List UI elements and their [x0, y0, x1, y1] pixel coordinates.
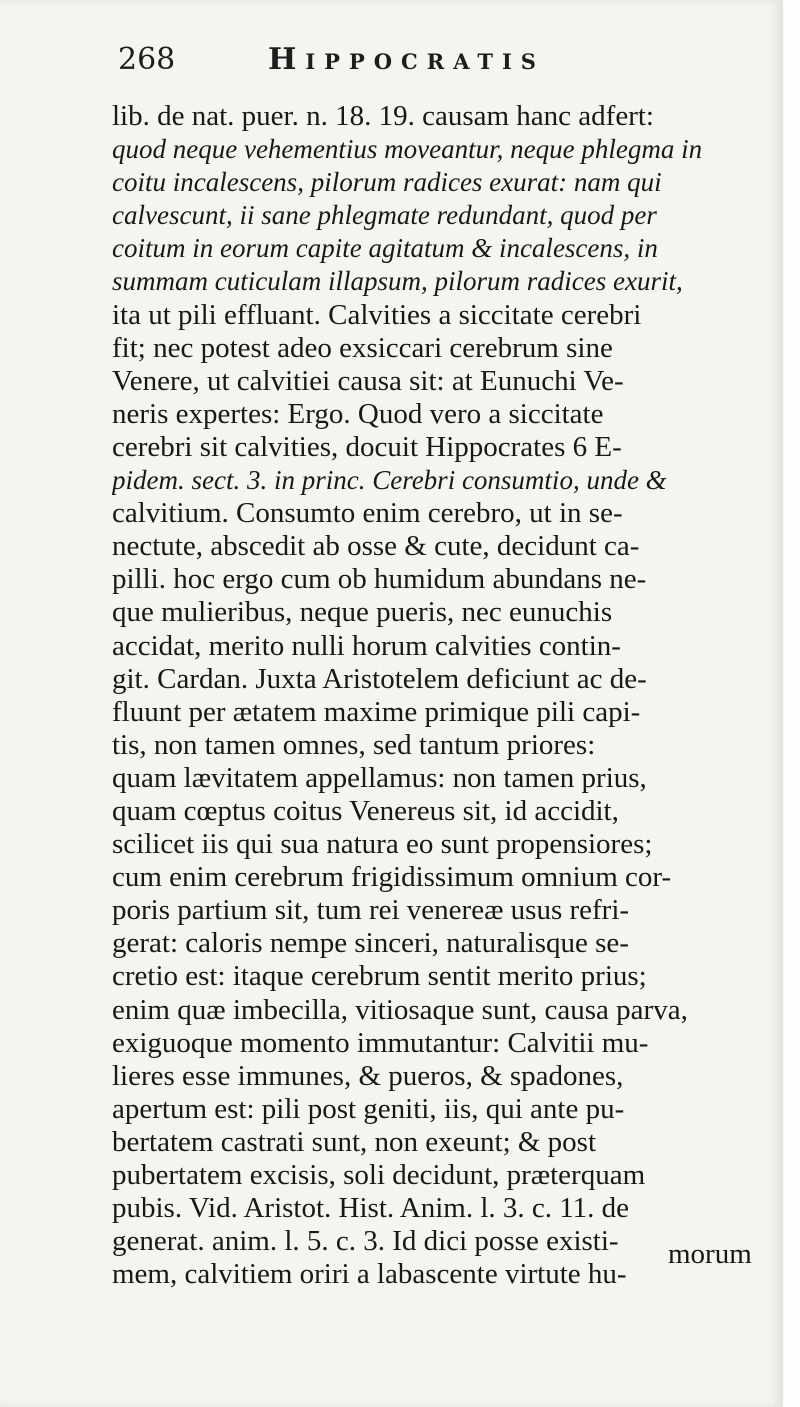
text-line: generat. anim. l. 5. c. 3. Id dici posse existi- — [112, 1225, 619, 1258]
text-line: pidem. sect. 3. in princ. Cerebri consumtio, unde & — [112, 465, 667, 496]
text-line: pilli. hoc ergo cum ob humidum abundans ne- — [112, 563, 647, 596]
text-line: mem, calvitiem oriri a labascente virtute hu- — [112, 1258, 627, 1291]
text-line: cum enim cerebrum frigidissimum omnium cor- — [112, 861, 672, 894]
text-line: bertatem castrati sunt, non exeunt; & post — [112, 1125, 597, 1158]
running-head — [118, 42, 638, 92]
text-line: summam cuticulam illapsum, pilorum radices exurit, — [112, 266, 683, 297]
text-line: git. Cardan. Juxta Aristotelem deficiunt ac de- — [112, 662, 647, 695]
running-title: Hippocratis — [268, 42, 545, 77]
text-line: Venere, ut calvitiei causa sit: at Eunuchi Ve- — [112, 364, 624, 397]
text-line: fluunt per ætatem maxime primique pili capi- — [112, 695, 641, 728]
text-line: apertum est: pili post geniti, iis, qui ante pu- — [112, 1092, 625, 1125]
text-line: tis, non tamen omnes, sed tantum priores: — [112, 728, 596, 761]
text-line: enim quæ imbecilla, vitiosaque sunt, causa parva, — [112, 993, 688, 1026]
text-line: quam cœptus coitus Venereus sit, id accidit, — [112, 794, 619, 827]
text-line: que mulieribus, neque pueris, nec eunuchis — [112, 596, 613, 629]
text-line: fit; nec potest adeo exsiccari cerebrum sine — [112, 331, 613, 364]
text-line: quod neque vehementius moveantur, neque phlegma in — [112, 134, 703, 165]
text-line: coitu incalescens, pilorum radices exurat: nam qui — [112, 167, 662, 198]
text-line: pubis. Vid. Aristot. Hist. Anim. l. 3. c. 11. de — [112, 1192, 630, 1225]
text-line: quam lævitatem appellamus: non tamen prius, — [112, 761, 647, 794]
text-line: cerebri sit calvities, docuit Hippocrates 6 E- — [112, 430, 622, 463]
text-line: coitum in eorum capite agitatum & incalescens, in — [112, 233, 658, 264]
catchword: morum — [668, 1238, 752, 1270]
text-line: poris partium sit, tum rei venereæ usus refri- — [112, 894, 630, 927]
text-line: calvitium. Consumto enim cerebro, ut in se- — [112, 497, 623, 530]
text-line: calvescunt, ii sane phlegmate redundant, quod per — [112, 200, 657, 231]
text-line: accidat, merito nulli horum calvities contin- — [112, 629, 621, 662]
text-line: nectute, abscedit ab osse & cute, decidunt ca- — [112, 530, 640, 563]
text-line: cretio est: itaque cerebrum sentit merito prius; — [112, 960, 647, 993]
page-number: 268 — [118, 42, 176, 77]
text-line: pubertatem excisis, soli decidunt, præterquam — [112, 1159, 646, 1191]
text-line: exiguoque momento immutantur: Calvitii mu- — [112, 1026, 649, 1059]
text-line: lieres esse immunes, & pueros, & spadones, — [112, 1059, 624, 1092]
page-edge — [783, 0, 800, 1407]
text-line: ita ut pili effluant. Calvities a siccitate cerebri — [112, 298, 642, 331]
text-line: scilicet iis qui sua natura eo sunt propensiores; — [112, 828, 653, 861]
text-line: gerat: caloris nempe sinceri, naturalisque se- — [112, 927, 629, 960]
text-line: lib. de nat. puer. n. 18. 19. causam hanc adfert: — [112, 100, 654, 132]
body-text — [112, 100, 772, 1291]
text-line: neris expertes: Ergo. Quod vero a siccitate — [112, 397, 604, 430]
